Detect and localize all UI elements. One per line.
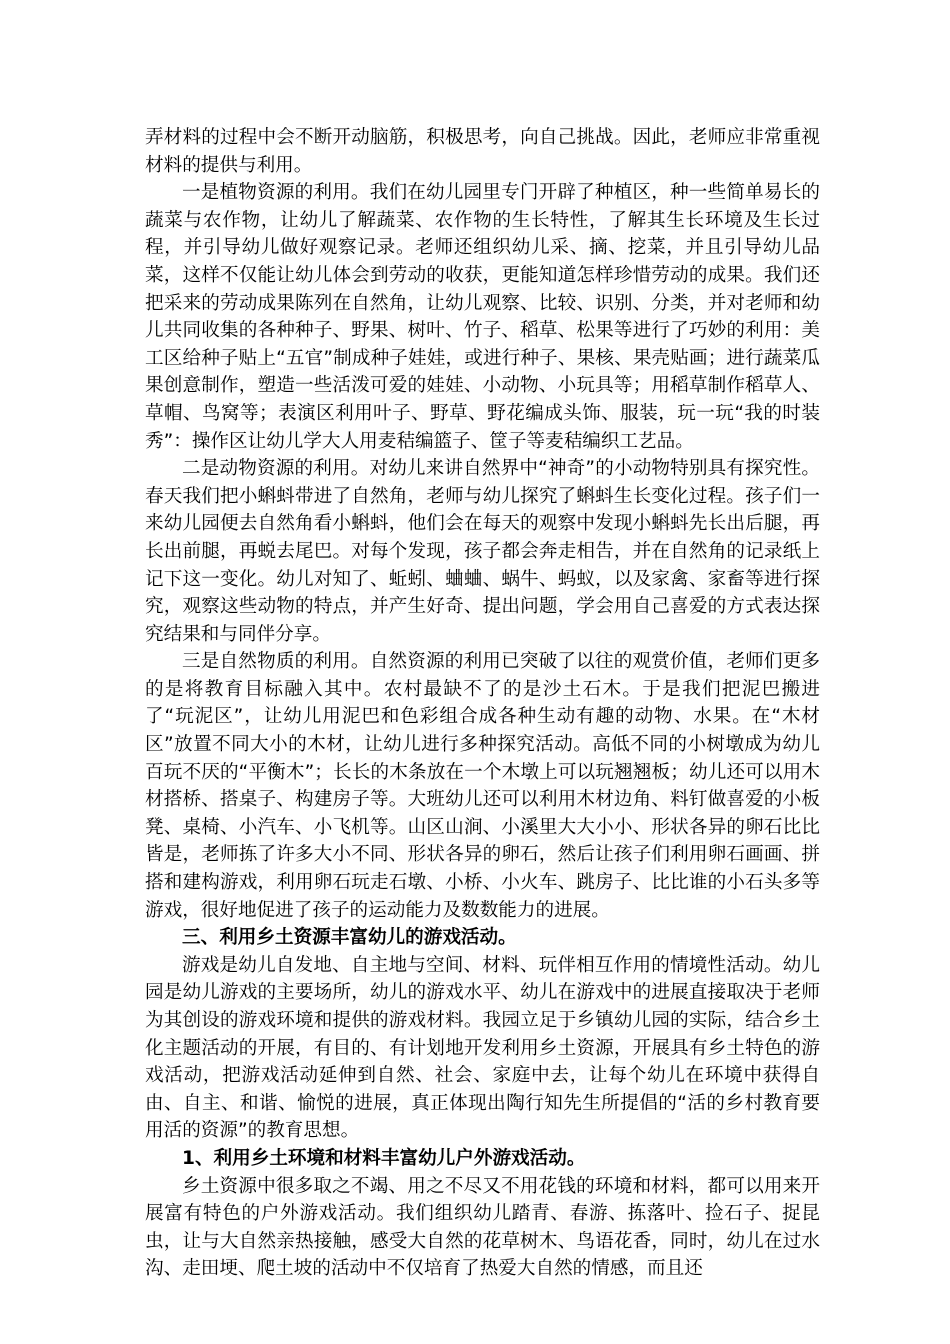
body-paragraph: 三是自然物质的利用。自然资源的利用已突破了以往的观赏价值，老师们更多的是将教育目标融入其中。农村最缺不了的是沙土石木。于是我们把泥巴搬进了“玩泥区”，让幼儿用泥巴和色彩组合成各种生动有趣的动物、水果。在“木材区”放置不同大小的木材，让幼儿进行多种探究活动。高低不同的小树墩成为幼儿百玩不厌的“平衡木”；长长的木条放在一个木墩上可以玩翘翘板；幼儿还可以用木材搭桥、搭桌子、构建房子等。大班幼儿还可以利用木材边角、料钉做喜爱的小板凳、桌椅、小汽车、小飞机等。山区山涧、小溪里大大小小、形状各异的卵石比比皆是，老师拣了许多大小不同、形状各异的卵石，然后让孩子们利用卵石画画、拼搭和建构游戏，利用卵石玩走石墩、小桥、小火车、跳房子、比比谁的小石头多等游戏，很好地促进了孩子的运动能力及数数能力的进展。 [145,651,820,921]
body-paragraph: 弄材料的过程中会不断开动脑筋，积极思考，向自己挑战。因此，老师应非常重视材料的提供与利用。 [145,127,820,176]
body-paragraph: 二是动物资源的利用。对幼儿来讲自然界中“神奇”的小动物特别具有探究性。春天我们把小蝌蚪带进了自然角，老师与幼儿探究了蝌蚪生长变化过程。孩子们一来幼儿园便去自然角看小蝌蚪，他们会在每天的观察中发现小蝌蚪先长出后腿，再长出前腿，再蜕去尾巴。对每个发现，孩子都会奔走相告，并在自然角的记录纸上记下这一变化。幼儿对知了、蚯蚓、蛐蛐、蜗牛、蚂蚁，以及家禽、家畜等进行探究，观察这些动物的特点，并产生好奇、提出问题，学会用自己喜爱的方式表达探究结果和与同伴分享。 [145,458,820,645]
subsection-heading: 1、利用乡土环境和材料丰富幼儿户外游戏活动。 [182,1147,586,1169]
body-paragraph: 游戏是幼儿自发地、自主地与空间、材料、玩伴相互作用的情境性活动。幼儿园是幼儿游戏的主要场所，幼儿的游戏水平、幼儿在游戏中的进展直接取决于老师为其创设的游戏环境和提供的游戏材料。我园立足于乡镇幼儿园的实际，结合乡土化主题活动的开展，有目的、有计划地开发利用乡土资源，开展具有乡土特色的游戏活动，把游戏活动延伸到自然、社会、家庭中去，让每个幼儿在环境中获得自由、自主、和谐、愉悦的进展，真正体现出陶行知先生所提倡的“活的乡村教育要用活的资源”的教育思想。 [145,954,820,1142]
body-paragraph: 一是植物资源的利用。我们在幼儿园里专门开辟了种植区，种一些简单易长的蔬菜与农作物，让幼儿了解蔬菜、农作物的生长特性，了解其生长环境及生长过程，并引导幼儿做好观察记录。老师还组织幼儿采、摘、挖菜，并且引导幼儿品菜，这样不仅能让幼儿体会到劳动的收获，更能知道怎样珍惜劳动的成果。我们还把采来的劳动成果陈列在自然角，让幼儿观察、比较、识别、分类，并对老师和幼儿共同收集的各种种子、野果、树叶、竹子、稻草、松果等进行了巧妙的利用：美工区给种子贴上“五官”制成种子娃娃，或进行种子、果核、果壳贴画；进行蔬菜瓜果创意制作，塑造一些活泼可爱的娃娃、小动物、小玩具等；用稻草制作稻草人、草帽、鸟窝等；表演区利用叶子、野草、野花编成头饰、服装，玩一玩“我的时装秀”：操作区让幼儿学大人用麦秸编篮子、筐子等麦秸编织工艺品。 [145,182,820,452]
body-paragraph: 乡土资源中很多取之不竭、用之不尽又不用花钱的环境和材料，都可以用来开展富有特色的户外游戏活动。我们组织幼儿踏青、春游、拣落叶、捡石子、捉昆虫，让与大自然亲热接触，感受大自然的花草树木、鸟语花香，同时，幼儿在过水沟、走田埂、爬土坡的活动中不仅培育了热爱大自然的情感，而且还 [145,1175,820,1280]
section-heading: 三、利用乡土资源丰富幼儿的游戏活动。 [182,927,517,949]
document-page [145,124,820,1283]
